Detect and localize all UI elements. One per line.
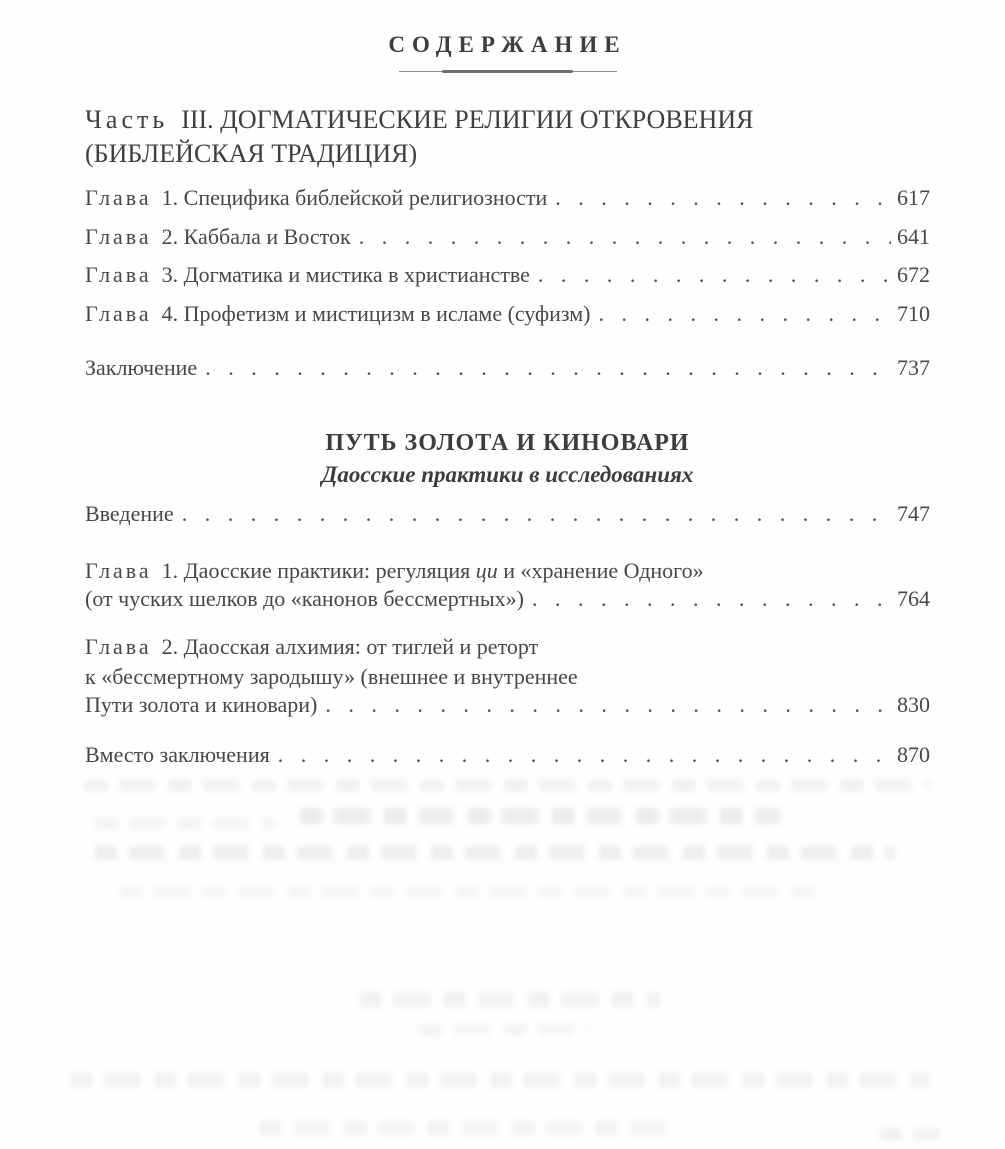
page-number: 764 (897, 586, 930, 611)
dot-leader (359, 224, 891, 250)
page-number: 830 (897, 692, 930, 717)
page-number: 870 (897, 742, 930, 767)
page-number: 617 (897, 185, 930, 210)
toc-entry-book2-chapter2 (85, 632, 930, 722)
page-number: 737 (897, 355, 930, 380)
dot-leader (555, 185, 891, 211)
decorative-divider-rule (399, 70, 617, 73)
part-label: Часть (85, 105, 169, 134)
dot-leader (278, 742, 891, 768)
page-number: 747 (897, 500, 930, 526)
book2-header (85, 427, 930, 490)
dot-leader (532, 586, 891, 612)
page-title: СОДЕРЖАНИЕ (388, 32, 627, 57)
book2-title: ПУТЬ ЗОЛОТА И КИНОВАРИ (325, 429, 690, 456)
bleedthrough-smudge (95, 818, 275, 829)
dot-leader (325, 692, 891, 718)
bleedthrough-smudge (70, 1073, 930, 1087)
bleedthrough-smudge (120, 886, 820, 898)
toc-entry-instead-of-conclusion (85, 742, 930, 781)
toc-entry-line1: Глава 1. Даосские практики: регуляция ци и «хранение Одного» (85, 558, 704, 583)
toc-entry-chapter4 (85, 301, 930, 340)
toc-entry-label: Глава 1. Специфика библейской религиозности (85, 185, 548, 210)
dot-leader (205, 355, 891, 381)
italic-term-qi: ци (475, 558, 498, 583)
dot-leader (599, 301, 892, 327)
toc-entry-label: Глава 2. Каббала и Восток (85, 223, 351, 249)
toc-entry-label: Введение (85, 500, 174, 526)
toc-entry-label: Глава 4. Профетизм и мистицизм в исламе (суфизм) (85, 300, 591, 326)
bleedthrough-smudge (300, 808, 780, 824)
toc-entry-introduction (85, 501, 930, 540)
bleedthrough-smudge (880, 1128, 940, 1140)
toc-entry-book2-chapter1 (85, 556, 930, 616)
toc-entry-conclusion (85, 355, 930, 394)
toc-entry-chapter1 (85, 185, 930, 224)
dot-leader (538, 262, 891, 288)
toc-entry-chapter3 (85, 262, 930, 301)
toc-entry-line2: к «бессмертному зародышу» (внешнее и внутреннее (85, 664, 578, 689)
part-heading-line1: III. ДОГМАТИЧЕСКИЕ РЕЛИГИИ ОТКРОВЕНИЯ (181, 105, 754, 134)
book2-subtitle: Даосские практики в исследованиях (321, 461, 694, 487)
bleedthrough-smudge (85, 779, 930, 791)
book2-toc (85, 501, 930, 781)
toc-entry-label: Заключение (85, 355, 198, 380)
toc-entry-label: Вместо заключения (85, 742, 270, 767)
page-number: 672 (897, 262, 930, 287)
toc-entry-label: Глава 3. Догматика и мистика в христианстве (85, 262, 530, 287)
toc-entry-line3: Пути золота и киновари) . . . 830 (85, 692, 930, 722)
bleedthrough-smudge (360, 992, 660, 1007)
toc-entry-line2: (от чуских шелков до «канонов бессмертных») . . . 764 (85, 586, 930, 616)
page-number: 641 (897, 223, 930, 249)
bleedthrough-smudge (420, 1024, 590, 1035)
bleedthrough-smudge (95, 846, 895, 860)
part3-chapter-list (85, 185, 930, 394)
part-heading-line2: (БИБЛЕЙСКАЯ ТРАДИЦИЯ) (85, 139, 418, 168)
toc-entry-line1: Глава 2. Даосская алхимия: от тиглей и реторт (85, 634, 539, 659)
page-number: 710 (897, 300, 930, 326)
bleedthrough-smudge (260, 1121, 680, 1135)
part-heading (85, 103, 930, 171)
dot-leader (182, 501, 891, 527)
toc-entry-chapter2 (85, 224, 930, 263)
